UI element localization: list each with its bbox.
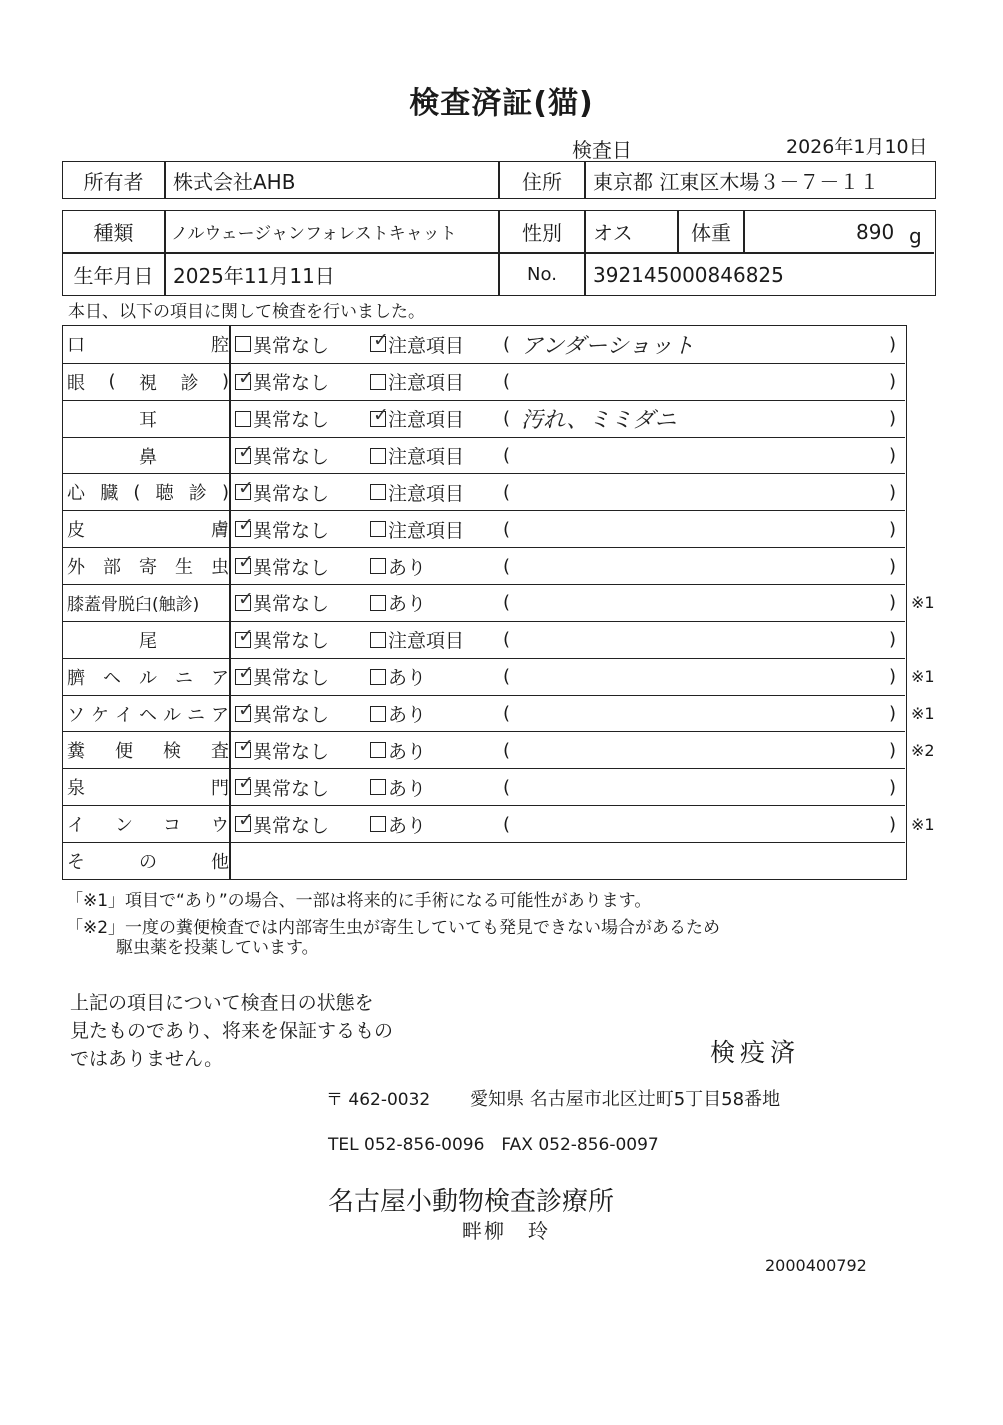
dob-value: 2025年11月11日 bbox=[173, 264, 335, 288]
row-label-char: の bbox=[139, 851, 157, 873]
row-label bbox=[67, 622, 229, 658]
row-label-char: 泉 bbox=[67, 778, 85, 800]
attention-checkbox[interactable] bbox=[370, 816, 386, 832]
dob-label: 生年月日 bbox=[73, 264, 154, 288]
row-label bbox=[67, 732, 229, 768]
option-normal-label: 異常なし bbox=[253, 704, 330, 726]
normal-checkbox[interactable] bbox=[235, 336, 251, 352]
option-normal-label: 異常なし bbox=[253, 519, 330, 542]
checkmark-icon: ✓ bbox=[238, 587, 254, 610]
row-label bbox=[67, 696, 229, 732]
option-attention-label: あり bbox=[388, 667, 427, 690]
handwritten-note: アンダーショット bbox=[521, 333, 695, 359]
normal-checkbox[interactable] bbox=[235, 366, 254, 390]
row-label bbox=[67, 843, 229, 879]
footnote-mark: ※2 bbox=[911, 740, 935, 760]
option-attention-label: 注意項目 bbox=[388, 409, 465, 432]
attention-checkbox[interactable] bbox=[370, 521, 386, 537]
paren-open: ( bbox=[503, 666, 511, 688]
checkmark-icon: ✓ bbox=[238, 551, 254, 574]
row-label-char: ニ bbox=[187, 704, 205, 726]
attention-checkbox[interactable] bbox=[370, 742, 386, 758]
checkmark-icon: ✓ bbox=[238, 772, 254, 795]
option-normal[interactable] bbox=[235, 769, 329, 805]
row-label bbox=[67, 511, 229, 547]
attention-checkbox[interactable] bbox=[370, 558, 386, 574]
normal-checkbox[interactable] bbox=[235, 477, 254, 500]
paren-close: ) bbox=[889, 666, 897, 688]
attention-checkbox[interactable] bbox=[370, 595, 386, 611]
row-label-char: ソ bbox=[67, 704, 85, 726]
row-label-char: 診 bbox=[180, 372, 199, 394]
checkmark-icon: ✓ bbox=[238, 477, 254, 500]
normal-checkbox[interactable] bbox=[235, 411, 251, 427]
disclaimer-line: 見たものであり、将来を保証するもの bbox=[70, 1020, 394, 1042]
owner-value: 株式会社AHB bbox=[173, 169, 296, 194]
row-label bbox=[67, 769, 229, 805]
checkmark-icon: ✓ bbox=[238, 698, 254, 721]
paren-open: ( bbox=[503, 555, 511, 577]
option-normal[interactable] bbox=[235, 438, 329, 474]
option-attention-label: 注意項目 bbox=[388, 482, 465, 505]
exam-row bbox=[63, 731, 935, 768]
exam-row bbox=[63, 658, 935, 695]
disclaimer-line: 上記の項目について検査日の状態を bbox=[70, 992, 374, 1014]
option-attention[interactable] bbox=[370, 364, 464, 400]
row-label-char: 査 bbox=[211, 741, 229, 763]
row-label-char: コ bbox=[163, 815, 181, 837]
option-attention-label: 注意項目 bbox=[388, 630, 465, 653]
row-label-char: 寄 bbox=[139, 557, 157, 579]
option-attention-label: あり bbox=[388, 593, 427, 616]
row-label bbox=[67, 806, 229, 842]
attention-checkbox[interactable] bbox=[370, 329, 389, 352]
paren-open: ( bbox=[503, 776, 511, 798]
row-label-char: イ bbox=[67, 815, 85, 837]
footnote-2-cont: 駆虫薬を投薬しています。 bbox=[116, 938, 319, 958]
paren-close: ) bbox=[889, 813, 897, 835]
checkmark-icon: ✓ bbox=[238, 809, 254, 832]
option-attention-label: 注意項目 bbox=[388, 372, 465, 395]
option-attention[interactable] bbox=[370, 732, 426, 768]
exam-row bbox=[63, 768, 905, 805]
paren-open: ( bbox=[503, 629, 511, 651]
row-label-char: 鼻 bbox=[139, 446, 157, 468]
checkmark-icon: ✓ bbox=[238, 624, 254, 647]
disclaimer bbox=[70, 989, 393, 1073]
exam-row bbox=[63, 621, 905, 658]
option-attention[interactable] bbox=[370, 585, 426, 621]
row-label bbox=[67, 438, 229, 474]
option-attention[interactable] bbox=[370, 474, 464, 510]
row-label-char: ア bbox=[211, 704, 229, 726]
row-label-char: ア bbox=[211, 667, 229, 689]
row-label-char: 検 bbox=[163, 741, 181, 763]
paren-open: ( bbox=[503, 518, 511, 540]
checkmark-icon: ✓ bbox=[238, 366, 254, 389]
row-label-char: そ bbox=[67, 851, 85, 873]
paren-open: ( bbox=[503, 481, 511, 503]
row-label-char: 腔 bbox=[211, 335, 229, 356]
normal-checkbox[interactable] bbox=[235, 440, 254, 464]
option-attention-label: 注意項目 bbox=[388, 519, 465, 542]
checkmark-icon: ✓ bbox=[238, 514, 254, 537]
paren-close: ) bbox=[889, 739, 897, 761]
row-label-char: 心 bbox=[67, 483, 85, 505]
row-label-char: 糞 bbox=[67, 741, 85, 763]
row-label-char: 膚 bbox=[211, 520, 229, 542]
paren-close: ) bbox=[889, 445, 897, 467]
option-normal[interactable] bbox=[235, 732, 329, 768]
row-label-char: 視 bbox=[139, 372, 157, 394]
breed-value: ノルウェージャンフォレストキャット bbox=[171, 224, 457, 244]
row-label-char: ル bbox=[139, 667, 157, 689]
sex-label: 性別 bbox=[522, 221, 562, 245]
exam-row bbox=[63, 473, 905, 510]
option-normal-label: 異常なし bbox=[253, 409, 330, 432]
option-attention-label: あり bbox=[388, 814, 427, 837]
row-label-char: イ bbox=[115, 704, 133, 726]
row-label bbox=[67, 401, 229, 437]
address-value: 東京都 江東区木場３－７－１１ bbox=[593, 169, 880, 194]
option-normal-label: 異常なし bbox=[253, 740, 330, 763]
disclaimer-line: ではありません。 bbox=[70, 1048, 224, 1070]
option-normal[interactable] bbox=[235, 585, 329, 621]
row-label-char: ヘ bbox=[139, 704, 157, 726]
checkmark-icon: ✓ bbox=[238, 735, 254, 758]
row-label bbox=[67, 364, 229, 400]
intro-text: 本日、以下の項目に関して検査を行いました。 bbox=[68, 302, 425, 322]
row-label bbox=[67, 474, 229, 510]
row-label-char: 他 bbox=[211, 851, 229, 873]
option-normal-label: 異常なし bbox=[253, 372, 330, 395]
row-label-char: ケ bbox=[91, 704, 109, 726]
row-label-char: 外 bbox=[67, 557, 85, 579]
normal-checkbox[interactable] bbox=[235, 587, 254, 611]
paren-open: ( bbox=[503, 813, 511, 835]
paren-open: ( bbox=[503, 333, 511, 355]
option-normal-label: 異常なし bbox=[253, 482, 330, 505]
option-normal[interactable] bbox=[235, 548, 329, 584]
row-label-char: 便 bbox=[115, 741, 133, 763]
attention-checkbox[interactable] bbox=[370, 374, 386, 390]
serial-number: 2000400792 bbox=[765, 1256, 867, 1275]
option-attention[interactable] bbox=[370, 659, 426, 695]
option-normal[interactable] bbox=[235, 474, 329, 510]
document-title: 検査済証(猫) bbox=[409, 86, 594, 121]
normal-checkbox[interactable] bbox=[235, 809, 254, 832]
exam-row bbox=[63, 363, 905, 400]
normal-checkbox[interactable] bbox=[235, 661, 254, 685]
row-label-char: 聴 bbox=[155, 483, 174, 505]
weight-value: 890 bbox=[856, 219, 895, 244]
attention-checkbox[interactable] bbox=[370, 484, 386, 500]
row-label-char: 診 bbox=[188, 483, 207, 505]
option-normal-label: 異常なし bbox=[253, 556, 330, 579]
paren-close: ) bbox=[889, 333, 897, 355]
exam-row bbox=[63, 400, 905, 437]
attention-checkbox[interactable] bbox=[370, 448, 386, 464]
row-label bbox=[67, 548, 229, 584]
option-normal-label: 異常なし bbox=[253, 777, 330, 800]
checkmark-icon: ✓ bbox=[238, 440, 254, 463]
exam-row bbox=[63, 437, 905, 474]
option-normal[interactable] bbox=[235, 622, 329, 658]
row-label-char: ウ bbox=[211, 815, 229, 837]
normal-checkbox[interactable] bbox=[235, 698, 254, 722]
normal-checkbox[interactable] bbox=[235, 514, 254, 537]
option-attention-label: あり bbox=[388, 777, 427, 800]
option-attention[interactable] bbox=[370, 548, 426, 584]
paren-open: ( bbox=[503, 445, 511, 467]
no-label: No. bbox=[527, 264, 557, 285]
row-label-char: 部 bbox=[103, 557, 121, 579]
checkmark-icon: ✓ bbox=[238, 661, 254, 684]
row-label-char: ン bbox=[115, 815, 133, 837]
paren-close: ) bbox=[889, 481, 897, 503]
row-label-char: 生 bbox=[175, 557, 193, 579]
option-attention[interactable] bbox=[370, 401, 464, 437]
row-label-char: 眼 bbox=[67, 372, 85, 394]
paren-close: ) bbox=[889, 518, 897, 540]
handwritten-note: 汚れ、ミミダニ bbox=[521, 408, 677, 434]
exam-date-label: 検査日 bbox=[572, 138, 632, 162]
option-attention[interactable] bbox=[370, 769, 426, 805]
row-label-char: 耳 bbox=[139, 409, 157, 431]
option-normal[interactable] bbox=[235, 364, 329, 400]
breed-label: 種類 bbox=[93, 221, 134, 245]
option-attention[interactable] bbox=[370, 806, 426, 842]
row-label-char: ( bbox=[133, 481, 141, 503]
row-label-char: 門 bbox=[211, 778, 229, 800]
normal-checkbox[interactable] bbox=[235, 772, 254, 795]
paren-close: ) bbox=[889, 555, 897, 577]
row-label-char: 尾 bbox=[139, 630, 157, 652]
option-normal-label: 異常なし bbox=[253, 630, 330, 653]
normal-checkbox[interactable] bbox=[235, 735, 254, 758]
paren-close: ) bbox=[889, 629, 897, 651]
normal-checkbox[interactable] bbox=[235, 624, 254, 648]
option-normal-label: 異常なし bbox=[253, 593, 330, 616]
normal-checkbox[interactable] bbox=[235, 551, 254, 574]
row-label-char: ) bbox=[221, 481, 229, 503]
exam-row bbox=[63, 695, 935, 732]
attention-checkbox[interactable] bbox=[370, 779, 386, 795]
option-normal[interactable] bbox=[235, 326, 329, 362]
row-label-char: 臓 bbox=[100, 483, 119, 505]
option-normal-label: 異常なし bbox=[253, 667, 330, 690]
option-normal-label: 異常なし bbox=[253, 814, 330, 837]
weight-unit: g bbox=[909, 223, 922, 248]
checkmark-icon: ✓ bbox=[373, 329, 389, 351]
attention-checkbox[interactable] bbox=[370, 632, 386, 648]
option-normal[interactable] bbox=[235, 401, 329, 437]
no-value: 392145000846825 bbox=[593, 262, 784, 287]
row-label-char: 膝蓋骨脱臼(触診) bbox=[67, 595, 200, 616]
exam-row-other bbox=[63, 842, 905, 879]
option-attention-label: あり bbox=[388, 556, 427, 579]
clinic-address: 愛知県 名古屋市北区辻町5丁目58番地 bbox=[470, 1089, 781, 1110]
option-attention[interactable] bbox=[370, 622, 464, 658]
option-attention[interactable] bbox=[370, 326, 464, 362]
option-attention[interactable] bbox=[370, 511, 464, 547]
option-attention-label: 注意項目 bbox=[388, 446, 465, 469]
paren-close: ) bbox=[889, 408, 897, 430]
attention-checkbox[interactable] bbox=[370, 706, 386, 722]
quarantine-stamp: 検疫済 bbox=[710, 1038, 801, 1067]
footnote-mark: ※1 bbox=[911, 667, 935, 687]
exam-row bbox=[63, 584, 935, 621]
footnote-2: 「※2」一度の糞便検査では内部寄生虫が寄生していても発見できない場合があるため bbox=[66, 918, 721, 938]
option-normal-label: 異常なし bbox=[253, 334, 330, 357]
exam-table bbox=[62, 325, 935, 880]
row-label-char: ヘ bbox=[103, 667, 121, 689]
paren-open: ( bbox=[503, 703, 511, 724]
row-label-char: ( bbox=[108, 371, 116, 393]
postal-code: 〒 462-0032 bbox=[326, 1090, 431, 1110]
option-attention-label: 注意項目 bbox=[388, 334, 465, 357]
row-label-char: 皮 bbox=[67, 520, 85, 542]
paren-open: ( bbox=[503, 739, 511, 761]
clinic-name: 名古屋小動物検査診療所 bbox=[328, 1187, 615, 1217]
paren-close: ) bbox=[889, 592, 897, 614]
footnote-mark: ※1 bbox=[911, 704, 935, 723]
row-label-char: 虫 bbox=[211, 557, 229, 579]
option-attention-label: あり bbox=[388, 740, 427, 763]
paren-open: ( bbox=[503, 408, 511, 430]
paren-close: ) bbox=[889, 703, 897, 724]
row-label-char: 口 bbox=[67, 335, 85, 356]
paren-close: ) bbox=[889, 371, 897, 393]
row-label-char: ル bbox=[163, 704, 181, 726]
doctor-name: 畔柳 玲 bbox=[462, 1219, 550, 1243]
address-label: 住所 bbox=[522, 169, 562, 194]
owner-label: 所有者 bbox=[83, 169, 144, 194]
option-attention[interactable] bbox=[370, 438, 464, 474]
owner-box bbox=[62, 161, 936, 199]
option-normal[interactable] bbox=[235, 659, 329, 695]
exam-date: 2026年1月10日 bbox=[786, 136, 928, 158]
exam-row bbox=[63, 805, 935, 842]
row-label-char: ニ bbox=[175, 667, 193, 689]
option-normal[interactable] bbox=[235, 511, 329, 547]
paren-open: ( bbox=[503, 371, 511, 393]
attention-checkbox[interactable] bbox=[370, 669, 386, 685]
clinic-phone: TEL 052-856-0096 FAX 052-856-0097 bbox=[328, 1135, 659, 1155]
option-normal[interactable] bbox=[235, 806, 329, 842]
paren-open: ( bbox=[503, 592, 511, 614]
exam-row bbox=[63, 547, 905, 584]
row-label bbox=[67, 585, 229, 621]
footnote-mark: ※1 bbox=[911, 814, 935, 834]
exam-row bbox=[63, 510, 905, 547]
option-attention-label: あり bbox=[388, 704, 427, 726]
row-label-char: 臍 bbox=[67, 667, 85, 689]
sex-value: オス bbox=[593, 221, 633, 245]
checkmark-icon: ✓ bbox=[373, 403, 389, 426]
footnote-1: 「※1」項目で“あり”の場合、一部は将来的に手術になる可能性があります。 bbox=[66, 891, 652, 911]
option-attention[interactable] bbox=[370, 696, 426, 732]
weight-label: 体重 bbox=[691, 221, 731, 245]
paren-close: ) bbox=[889, 776, 897, 798]
row-label bbox=[67, 659, 229, 695]
footnote-mark: ※1 bbox=[911, 593, 935, 613]
attention-checkbox[interactable] bbox=[370, 403, 389, 427]
exam-row bbox=[63, 326, 905, 363]
row-label-char: ) bbox=[221, 371, 229, 393]
option-normal-label: 異常なし bbox=[253, 446, 330, 469]
row-label bbox=[67, 326, 229, 362]
pet-box bbox=[62, 210, 936, 296]
option-normal[interactable] bbox=[235, 696, 329, 732]
